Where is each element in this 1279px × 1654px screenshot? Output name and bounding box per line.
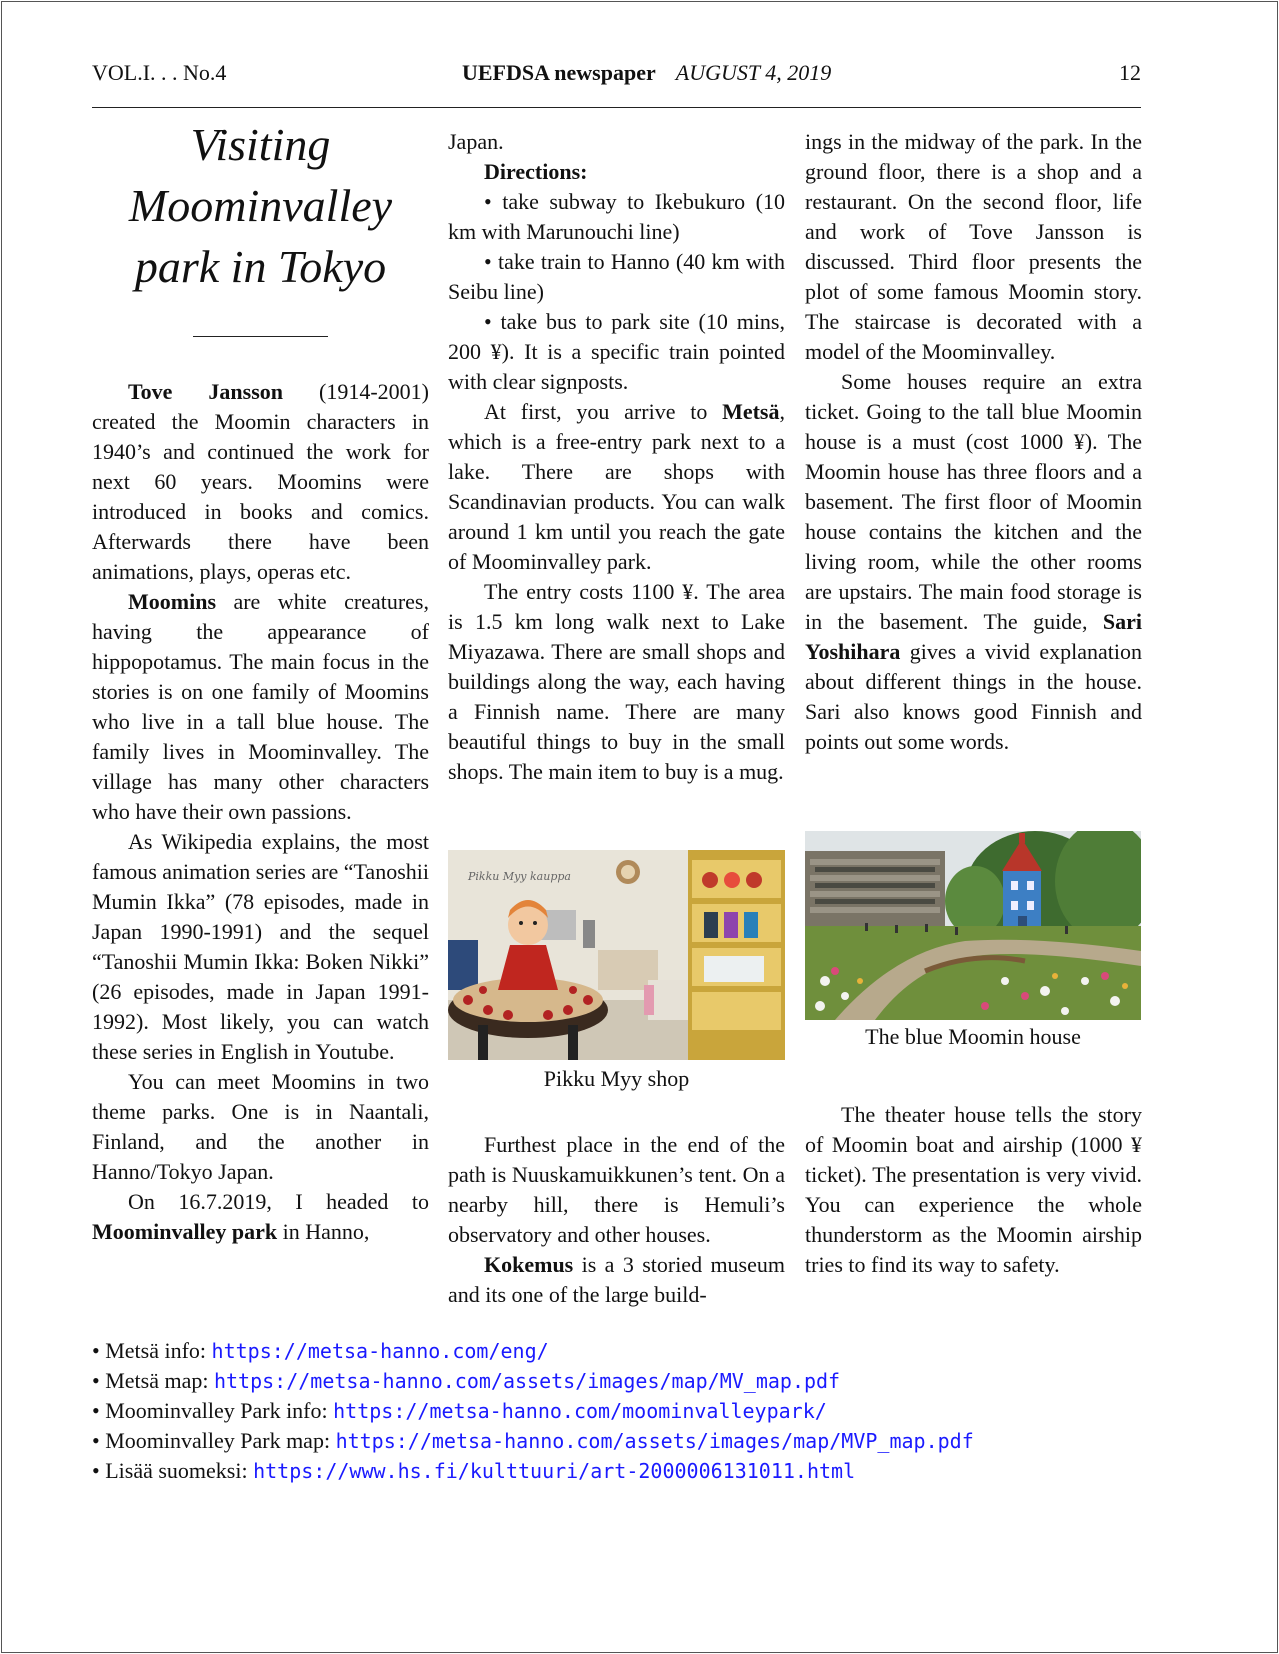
- column-3: [805, 127, 1142, 757]
- link-url[interactable]: https://metsa-hanno.com/moominvalleypark/: [333, 1399, 827, 1423]
- paragraph: [805, 367, 1142, 757]
- paragraph: [92, 377, 429, 587]
- paper-name: UEFDSA newspaper: [462, 60, 656, 85]
- directions-item: • take bus to park site (10 mins, 200 ¥). It is a specific train pointed with clear signposts.: [448, 309, 785, 394]
- link-label: • Metsä map:: [92, 1368, 214, 1393]
- paragraph-text: , which is a free-entry park next to a lake. There are shops with Scandinavian products. You can walk around 1 km until you reach the gate of Moominvalley park.: [448, 399, 785, 574]
- shop-illustration: [448, 850, 785, 1060]
- shop-photo: [448, 850, 785, 1060]
- link-item: [92, 1396, 1141, 1426]
- paragraph-text: in Hanno,: [277, 1219, 370, 1244]
- title-line: park in Tokyo: [134, 241, 387, 292]
- link-url[interactable]: https://www.hs.fi/kulttuuri/art-2000006131011.html: [253, 1459, 856, 1483]
- issue-date: AUGUST 4, 2019: [675, 60, 832, 85]
- title-line: Moominvalley: [128, 180, 393, 231]
- moomin-house-photo: [805, 831, 1141, 1020]
- paragraph-text: gives a vivid explanation about different things in the house. Sari also knows good Finnish and points out some words.: [805, 639, 1142, 754]
- column-3-lower: [805, 1100, 1142, 1280]
- column-2: [448, 127, 785, 787]
- volume-label: VOL.I. . . No.4: [92, 60, 227, 85]
- directions-item: • take subway to Ikebukuro (10 km with Marunouchi line): [448, 189, 785, 244]
- link-item: [92, 1456, 1141, 1486]
- link-label: • Moominvalley Park info:: [92, 1398, 334, 1423]
- bold-term: Moominvalley park: [92, 1219, 278, 1244]
- title-line: Visiting: [190, 119, 331, 170]
- link-url[interactable]: https://metsa-hanno.com/assets/images/map/MVP_map.pdf: [335, 1429, 974, 1453]
- paragraph: [448, 397, 785, 577]
- bold-name: Tove Jansson: [128, 379, 284, 404]
- paragraph-text: are white creatures, having the appearance of hippopotamus. The main focus in the stories is on one family of Moomins who live in a tall blue house. The family lives in Moominvalley. The village has many other characters who have their own passions.: [92, 589, 429, 824]
- bold-term: Kokemus: [484, 1252, 574, 1277]
- paragraph: The entry costs 1100 ¥. The area is 1.5 km long walk next to Lake Miyazawa. There are small shops and buildings along the way, each having a Finnish name. There are many beautiful things to buy in the small shops. The main item to buy is a mug.: [448, 579, 785, 784]
- title-divider: [193, 336, 328, 337]
- link-url[interactable]: https://metsa-hanno.com/eng/: [211, 1339, 549, 1363]
- paragraph-text: Some houses require an extra ticket. Going to the tall blue Moomin house is a must (cost 1000 ¥). The Moomin house has three floors and a basement. The first floor of Moomin house contains the kitchen and the living room, while the other rooms are upstairs. The main food storage is in the basement. The guide,: [805, 369, 1142, 634]
- svg-text:Pikku Myy kauppa: Pikku Myy kauppa: [468, 870, 571, 883]
- link-item: [92, 1336, 1141, 1366]
- column-1: [92, 377, 429, 1247]
- paragraph: [448, 1250, 785, 1310]
- paragraph-text: is a 3 storied museum and its one of the large build-: [448, 1252, 785, 1307]
- bold-term: Metsä: [722, 399, 780, 424]
- directions-item: • take train to Hanno (40 km with Seibu line): [448, 249, 785, 304]
- paragraph-continued: ings in the midway of the park. In the ground floor, there is a shop and a restaurant. On the second floor, life and work of Tove Jansson is discussed. Third floor presents the plot of some famous Moomin story. The staircase is decorated with a model of the Moominvalley.: [805, 129, 1142, 364]
- link-label: • Metsä info:: [92, 1338, 212, 1363]
- paragraph: As Wikipedia explains, the most famous animation series are “Tanoshii Mumin Ikka” (78 episodes, made in Japan 1990-1991) and the sequel “Tanoshii Mumin Ikka: Boken Nikki” (26 episodes, made in Japan 1991-1992). Most likely, you can watch these series in English in Youtube.: [92, 829, 429, 1064]
- paragraph-continued: Japan.: [448, 129, 504, 154]
- bold-term: Moomins: [128, 589, 216, 614]
- bold-name: Sari Yoshihara: [805, 609, 1142, 664]
- page-number: 12: [1119, 60, 1141, 85]
- moomin-house-illustration: [805, 831, 1141, 1020]
- article-title: [92, 114, 429, 297]
- paragraph: [92, 1187, 429, 1247]
- column-2-lower: [448, 1130, 785, 1310]
- figure-caption: The blue Moomin house: [865, 1024, 1081, 1049]
- link-item: [92, 1366, 1141, 1396]
- header-rule: [92, 107, 1141, 108]
- paragraph: You can meet Moomins in two theme parks. One is in Naantali, Finland, and the another in Hanno/Tokyo Japan.: [92, 1069, 429, 1184]
- link-item: [92, 1426, 1141, 1456]
- newspaper-page: [1, 1, 1278, 1653]
- paragraph: The theater house tells the story of Moomin boat and airship (1000 ¥ ticket). The presentation is very vivid. You can experience the whole thunderstorm as the Moomin airship tries to find its way to safety.: [805, 1102, 1142, 1277]
- links-list: [92, 1336, 1141, 1486]
- directions-heading: Directions:: [484, 159, 588, 184]
- page-header: [92, 58, 1141, 88]
- paragraph: [92, 587, 429, 827]
- masthead: [462, 58, 831, 88]
- link-url[interactable]: https://metsa-hanno.com/assets/images/map/MV_map.pdf: [213, 1369, 841, 1393]
- link-label: • Lisää suomeksi:: [92, 1458, 254, 1483]
- paragraph-text: (1914-2001) created the Moomin characters in 1940’s and continued the work for next 60 years. Moomins were introduced in books and comics. Afterwards there have been animations, plays, operas etc.: [92, 379, 429, 584]
- paragraph: Furthest place in the end of the path is Nuuskamuikkunen’s tent. On a nearby hill, there is Hemuli’s observatory and other houses.: [448, 1132, 785, 1247]
- paragraph-text: At first, you arrive to: [484, 399, 723, 424]
- figure-caption: Pikku Myy shop: [543, 1066, 690, 1091]
- paragraph-text: On 16.7.2019, I headed to: [128, 1189, 429, 1214]
- link-label: • Moominvalley Park map:: [92, 1428, 336, 1453]
